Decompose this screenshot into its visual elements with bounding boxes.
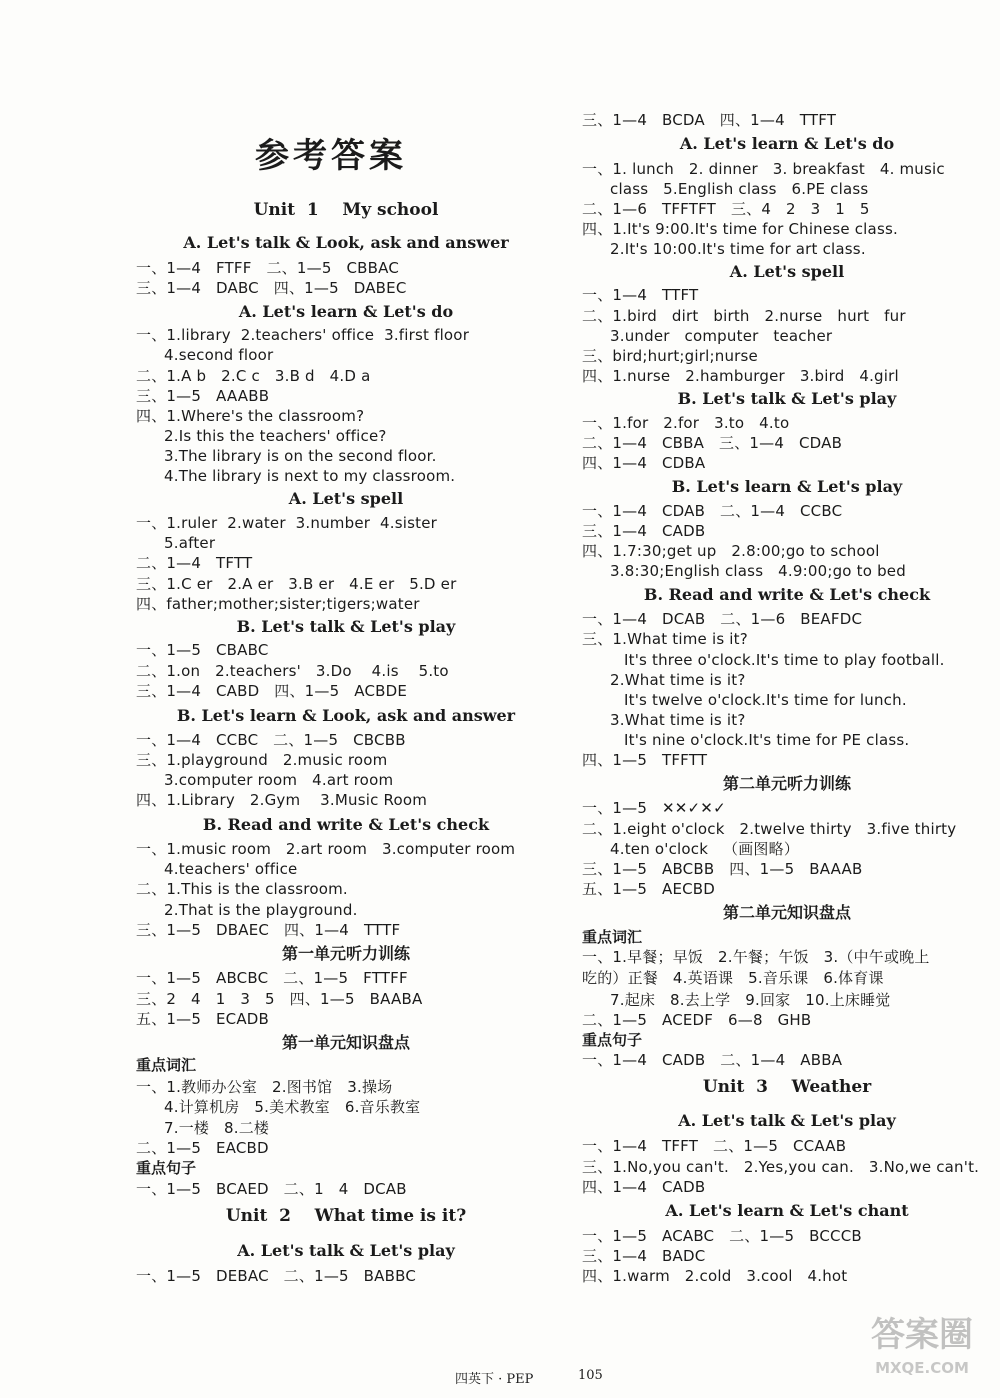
answer-line: 7.一楼 8.二楼 — [164, 1119, 270, 1137]
answer-line: class 5.English class 6.PE class — [610, 180, 869, 198]
chinese-subheading: 重点句子 — [582, 1031, 643, 1049]
chinese-section-heading: 第二单元知识盘点 — [722, 903, 851, 922]
section-heading: A. Let's learn & Let's chant — [665, 1201, 909, 1220]
answer-line: 2.That is the playground. — [164, 901, 358, 919]
answer-line: 三、1—5 AAABB — [136, 387, 270, 405]
chinese-subheading: 重点词汇 — [582, 928, 643, 946]
section-heading: B. Let's learn & Look, ask and answer — [176, 706, 516, 725]
answer-line: 三、1—4 CABD 四、1—5 ACBDE — [136, 682, 408, 700]
unit-heading: Unit 3 Weather — [702, 1077, 872, 1097]
answer-line: 3.What time is it? — [610, 711, 746, 729]
answer-line: 一、1—4 TFFT 二、1—5 CCAAB — [582, 1137, 847, 1155]
answer-line: 四、1.Library 2.Gym 3.Music Room — [136, 791, 428, 809]
unit-heading: Unit 2 What time is it? — [225, 1206, 467, 1226]
answer-line: 一、1.library 2.teachers' office 3.first floor — [136, 326, 470, 344]
answer-line: 三、1—5 ABCBB 四、1—5 BAAAB — [582, 860, 863, 878]
answer-line: 一、1—4 TTFT — [582, 286, 699, 304]
answer-line: 三、1.playground 2.music room — [136, 751, 388, 769]
footer-book-label: 四英下 · PEP — [455, 1372, 534, 1387]
section-heading: B. Let's talk & Let's play — [236, 617, 456, 636]
answer-line: 四、father;mother;sister;tigers;water — [136, 595, 420, 613]
chinese-section-heading: 第一单元听力训练 — [281, 944, 410, 963]
answer-line: 二、1—5 ACEDF 6—8 GHB — [582, 1011, 812, 1029]
answer-line: 一、1—4 DCAB 二、1—6 BEAFDC — [582, 610, 863, 628]
answer-line: 一、1.ruler 2.water 3.number 4.sister — [136, 514, 438, 532]
answer-line: 一、1.教师办公室 2.图书馆 3.操场 — [136, 1078, 393, 1096]
answer-line: 三、1.What time is it? — [582, 630, 748, 648]
answer-line: 五、1—5 ECADB — [136, 1010, 270, 1028]
answer-line: 三、1—4 BCDA 四、1—4 TTFT — [582, 111, 837, 129]
answer-line: 一、1—5 ACABC 二、1—5 BCCCB — [582, 1227, 862, 1245]
answer-line: 吃的）正餐 4.英语课 5.音乐课 6.体育课 — [582, 969, 884, 987]
answer-line: 二、1.eight o'clock 2.twelve thirty 3.five thirty — [582, 820, 957, 838]
chinese-section-heading: 第一单元知识盘点 — [281, 1033, 410, 1052]
watermark-logo — [852, 1312, 992, 1392]
answer-line: 7.起床 8.去上学 9.回家 10.上床睡觉 — [610, 991, 891, 1009]
answer-line: 一、1—4 FTFF 二、1—5 CBBAC — [136, 259, 399, 277]
answer-line: 三、1.C er 2.A er 3.B er 4.E er 5.D er — [136, 575, 457, 593]
answer-line: 2.Is this the teachers' office? — [164, 427, 387, 445]
section-heading: A. Let's spell — [288, 489, 404, 508]
answer-line: 三、1—4 DABC 四、1—5 DABEC — [136, 279, 407, 297]
chinese-subheading: 重点词汇 — [136, 1056, 197, 1074]
answer-line: 四、1—5 TFFTT — [582, 751, 708, 769]
unit-heading: Unit 1 My school — [253, 200, 439, 220]
answer-line: 2.It's 10:00.It's time for art class. — [610, 240, 866, 258]
answer-line: 四、1.It's 9:00.It's time for Chinese class. — [582, 220, 898, 238]
answer-line: 三、1.No,you can't. 2.Yes,you can. 3.No,we can't. — [582, 1158, 980, 1176]
answer-line: 三、1—4 CADB — [582, 522, 706, 540]
answer-line: 三、1—4 BADC — [582, 1247, 706, 1265]
answer-line: 四、1.nurse 2.hamburger 3.bird 4.girl — [582, 367, 899, 385]
answer-line: 3.8:30;English class 4.9:00;go to bed — [610, 562, 906, 580]
section-heading: B. Let's learn & Let's play — [671, 477, 903, 496]
chinese-subheading: 重点句子 — [136, 1159, 197, 1177]
page-title: 参考答案 — [255, 136, 407, 176]
answer-line: 二、1—4 TFTT — [136, 554, 253, 572]
answer-line: 四、1—4 CADB — [582, 1178, 706, 1196]
answer-line: 二、1.This is the classroom. — [136, 880, 348, 898]
section-heading: B. Read and write & Let's check — [202, 815, 490, 834]
answer-line: 一、1—4 CDAB 二、1—4 CCBC — [582, 502, 843, 520]
answer-line: 3.under computer teacher — [610, 327, 833, 345]
section-heading: A. Let's spell — [729, 262, 845, 281]
answer-line: 5.after — [164, 534, 216, 552]
answer-line: 一、1.早餐；早饭 2.午餐；午饭 3.（中午或晚上 — [582, 948, 930, 966]
answer-line: 一、1—5 ABCBC 二、1—5 FTTFF — [136, 969, 408, 987]
answer-line: 四、1.7:30;get up 2.8:00;go to school — [582, 542, 880, 560]
answer-line: 三、2 4 1 3 5 四、1—5 BAABA — [136, 990, 423, 1008]
answer-line: 二、1.A b 2.C c 3.B d 4.D a — [136, 367, 371, 385]
answer-line: 四、1.Where's the classroom? — [136, 407, 365, 425]
answer-line: It's three o'clock.It's time to play football. — [624, 651, 945, 669]
section-heading: A. Let's learn & Let's do — [238, 302, 454, 321]
section-heading: B. Let's talk & Let's play — [677, 389, 897, 408]
answer-line: 一、1—4 CCBC 二、1—5 CBCBB — [136, 731, 406, 749]
answer-line: 二、1.bird dirt birth 2.nurse hurt fur — [582, 307, 906, 325]
watermark-sub-text: MXQE.COM — [875, 1359, 969, 1377]
answer-line: It's nine o'clock.It's time for PE class. — [624, 731, 910, 749]
answer-line: 一、1. lunch 2. dinner 3. breakfast 4. music — [582, 160, 945, 178]
answer-line: 二、1—5 EACBD — [136, 1139, 269, 1157]
answer-line: 3.computer room 4.art room — [164, 771, 394, 789]
section-heading: B. Read and write & Let's check — [643, 585, 931, 604]
answer-line: 四、1.warm 2.cold 3.cool 4.hot — [582, 1267, 848, 1285]
answer-line: 三、bird;hurt;girl;nurse — [582, 347, 758, 365]
answer-line: 4.second floor — [164, 346, 274, 364]
answer-line: 五、1—5 AECBD — [582, 880, 716, 898]
answer-line: 一、1.for 2.for 3.to 4.to — [582, 414, 790, 432]
answer-line: 一、1—5 ✕✕✓✕✓ — [582, 799, 726, 817]
answer-line: 四、1—4 CDBA — [582, 454, 706, 472]
answer-line: 一、1—5 CBABC — [136, 641, 269, 659]
answer-line: 一、1—5 DEBAC 二、1—5 BABBC — [136, 1267, 417, 1285]
section-heading: A. Let's talk & Look, ask and answer — [183, 233, 509, 252]
section-heading: A. Let's talk & Let's play — [237, 1241, 455, 1260]
page-number: 105 — [578, 1368, 603, 1383]
section-heading: A. Let's learn & Let's do — [679, 134, 895, 153]
chinese-section-heading: 第二单元听力训练 — [722, 774, 851, 793]
answer-line: 3.The library is on the second floor. — [164, 447, 437, 465]
answer-line: It's twelve o'clock.It's time for lunch. — [624, 691, 907, 709]
answer-line: 4.计算机房 5.美术教室 6.音乐教室 — [164, 1098, 421, 1116]
answer-line: 三、1—5 DBAEC 四、1—4 TTTF — [136, 921, 401, 939]
answer-line: 二、1.on 2.teachers' 3.Do 4.is 5.to — [136, 662, 449, 680]
answer-line: 4.The library is next to my classroom. — [164, 467, 456, 485]
answer-line: 4.ten o'clock （画图略） — [610, 840, 800, 858]
answer-line: 一、1—4 CADB 二、1—4 ABBA — [582, 1051, 843, 1069]
answer-line: 一、1.music room 2.art room 3.computer room — [136, 840, 516, 858]
answer-line: 二、1—4 CBBA 三、1—4 CDAB — [582, 434, 843, 452]
answer-line: 二、1—6 TFFTFT 三、4 2 3 1 5 — [582, 200, 870, 218]
answer-line: 2.What time is it? — [610, 671, 746, 689]
answer-line: 一、1—5 BCAED 二、1 4 DCAB — [136, 1180, 407, 1198]
watermark-main-text: 答案圈 — [871, 1315, 973, 1355]
section-heading: A. Let's talk & Let's play — [678, 1111, 896, 1130]
answer-line: 4.teachers' office — [164, 860, 298, 878]
